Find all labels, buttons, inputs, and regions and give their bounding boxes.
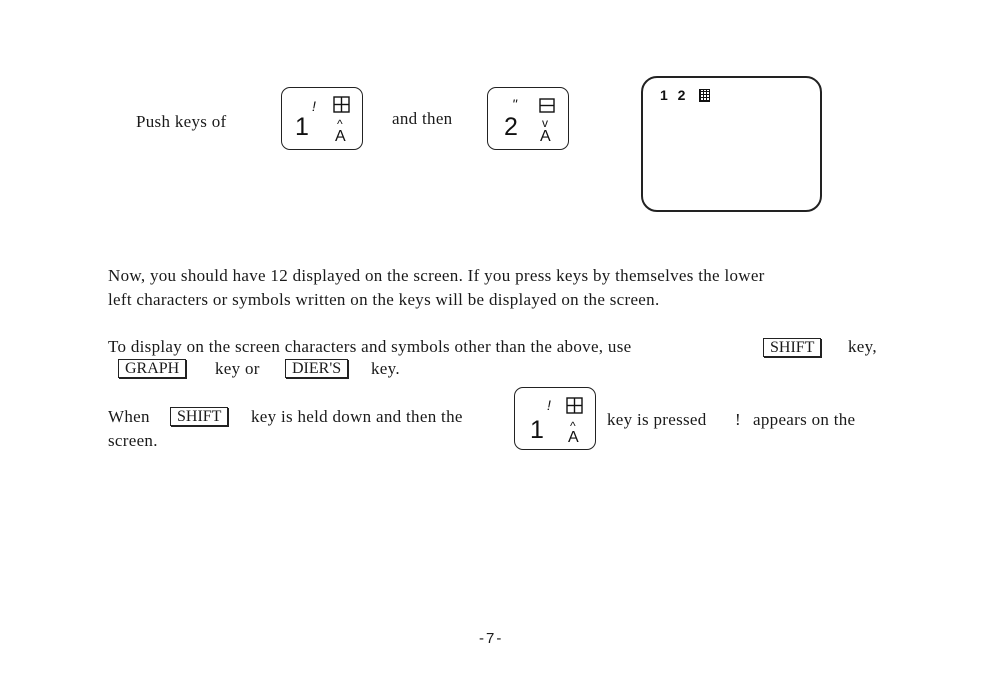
key-main-char: 2 [504, 113, 518, 141]
key-1-inline-icon [514, 387, 596, 450]
key-accent-mark: v [542, 116, 548, 130]
paragraph-2-line-1: To display on the screen characters and symbols other than the above, use [108, 337, 632, 356]
paragraph-1-line-1: Now, you should have 12 displayed on the screen. If you press keys by themselves the lower [108, 266, 765, 285]
page-number: -7- [479, 630, 504, 647]
key-1-icon [281, 87, 363, 150]
screen-display-text: 1 2 [660, 87, 689, 103]
key-upper-char: ! [312, 98, 316, 114]
key-lower-char: A [568, 429, 579, 446]
push-keys-text: Push keys of [136, 112, 227, 131]
shift-key-label: SHIFT [763, 338, 821, 357]
paragraph-1-line-2: left characters or symbols written on the keys will be displayed on the screen. [108, 290, 660, 309]
key-accent-mark: ^ [337, 117, 343, 131]
paragraph-2-line-1-end: key, [848, 337, 877, 356]
dier-key-label: DIER'S [285, 359, 348, 378]
shift-key-label-2: SHIFT [170, 407, 228, 426]
key-accent-mark: ^ [570, 419, 576, 433]
exclamation-char: ! [735, 410, 741, 429]
key-upper-char: " [512, 96, 517, 112]
appears-text: appears on the [753, 410, 856, 429]
graph-key-label: GRAPH [118, 359, 186, 378]
key-lower-char: A [335, 128, 346, 145]
paragraph-2-line-2-end: key. [371, 359, 400, 378]
plus-box-icon [333, 96, 350, 113]
key-upper-char: ! [547, 397, 551, 413]
key-2-icon [487, 87, 569, 150]
minus-box-icon [539, 98, 555, 113]
paragraph-3-line-2: screen. [108, 431, 158, 450]
display-screen [641, 76, 822, 212]
key-main-char: 1 [530, 416, 544, 444]
and-then-text: and then [392, 109, 453, 128]
cursor-block-icon [699, 89, 710, 102]
plus-box-icon [566, 397, 583, 414]
paragraph-3-middle: key is held down and then the [251, 407, 463, 426]
key-or-text: key or [215, 359, 260, 378]
when-text: When [108, 407, 150, 426]
key-is-pressed-text: key is pressed [607, 410, 707, 429]
key-main-char: 1 [295, 113, 309, 141]
key-lower-char: A [540, 128, 551, 145]
